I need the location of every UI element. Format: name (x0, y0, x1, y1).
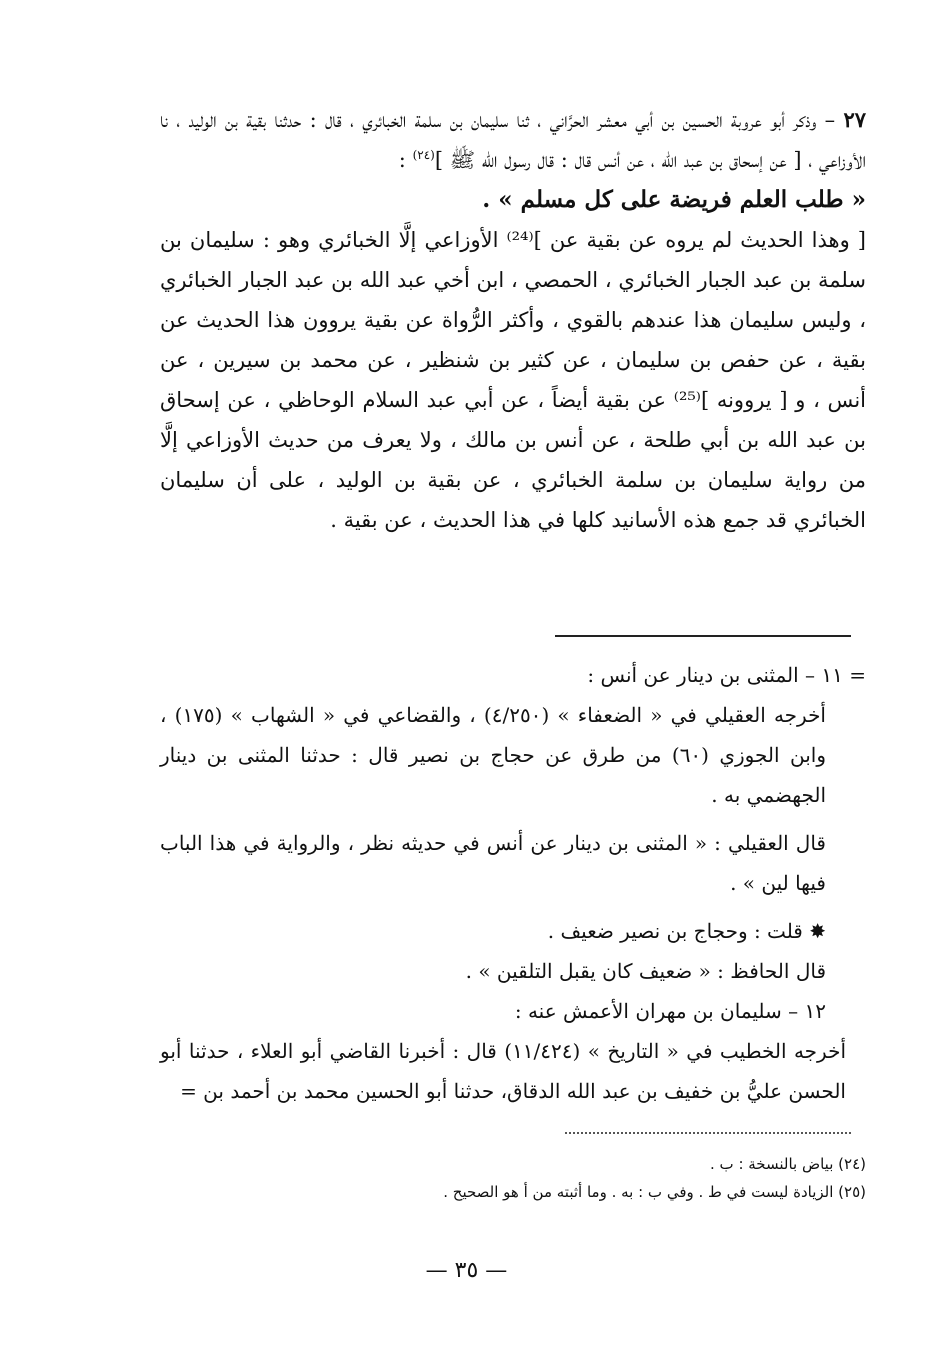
para2-line: من حديث الأوزاعي إلَّا من رواية سليمان بن سلمة الخبائري ، عن بقية بن الوليد ، (160, 428, 866, 492)
para2-line: سيرين ، عن أنس ، و [ يروونه ]⁽²⁵⁾ عن بقية أيضاً ، عن أبي عبد السلام (160, 348, 866, 412)
note-11-body (160, 695, 866, 815)
hafiz-line: قال الحافظ : « ضعيف كان يقبل التلقين » . (465, 959, 826, 983)
aqili-quote (160, 823, 866, 903)
footnote-ref-24: (٢٤) (412, 148, 435, 162)
qult-text: قلت : وحجاج بن نصير ضعيف . (547, 919, 803, 943)
para27-line3: عن أنس قال : قال رسول الله ﷺ ] (434, 148, 645, 172)
paragraph-27 (160, 100, 866, 180)
qult-line (160, 911, 866, 951)
section-divider (555, 635, 851, 637)
footnotes (300, 1150, 866, 1206)
para2-line: على أن سليمان الخبائري قد جمع هذه الأسانيد كلها في هذا الحديث ، عن بقية . (160, 468, 866, 532)
page-number: — ٣٥ — (425, 1258, 508, 1283)
star-icon: ✸ (809, 919, 826, 943)
hadith-number: ٢٧ (843, 107, 866, 132)
footnote-25: (٢٥) الزيادة ليست في ط . وفي ب : به . وما أثبته من أ هو الصحيح . (443, 1183, 866, 1201)
note-11-line: الجهضمي به . (711, 783, 826, 807)
note-11-line: أخرجه العقيلي في « الضعفاء » (٤/٢٥٠) ، والقضاعي في « الشهاب » (١٧٥) ، (160, 703, 826, 727)
note-12-heading: ١٢ – سليمان بن مهران الأعمش عنه : (514, 999, 826, 1023)
aqili-line: قال العقيلي : « المثنى بن دينار عن أنس في حديثه نظر ، والرواية في هذا الباب (160, 831, 826, 855)
para27-line2: الخبائري ، قال : حدثنا بقية بن الوليد ، نا الأوزاعي ، [ عن إسحاق بن عبد الله ، (160, 108, 866, 172)
paragraph-2 (160, 220, 866, 540)
footnote-separator (565, 1132, 851, 1134)
para2-line: الخبائري ، وليس سليمان هذا عندهم بالقوي ، وأكثر الرُّواة عن بقية يروون هذا (160, 268, 867, 332)
footnote-24: (٢٤) بياض بالنسخة : ب . (710, 1155, 866, 1173)
note-11-line: وابن الجوزي (٦٠) من طرق عن حجاج بن نصير قال : حدثنا المثنى بن دينار (160, 743, 826, 767)
para2-line: سليمان بن سلمة بن عبد الجبار الخبائري ، الحمصي ، ابن أخي عبد الله بن عبد الجبار (160, 228, 866, 292)
note-12-line: أبو الحسن عليُّ بن خفيف بن عبد الله الدقاق، حدثنا أبو الحسين محمد بن أحمد بن = (160, 1039, 846, 1103)
notes-section (160, 655, 866, 1111)
note-12-body (160, 1031, 866, 1111)
note-12-line: أخرجه الخطيب في « التاريخ » (١١/٤٢٤) قال : أخبرنا القاضي أبو العلاء ، حدثنا (188, 1039, 847, 1063)
para2-line: [ وهذا الحديث لم يروه عن بقية عن ]⁽²⁴⁾ الأوزاعي إلَّا الخبائري وهو : (262, 228, 866, 252)
aqili-line: فيها لين » . (730, 871, 826, 895)
para27-line3-end: : (398, 148, 413, 172)
para2-line: الحديث عن بقية ، عن حفص بن سليمان ، عن كثير بن شنظير ، عن محمد بن (160, 308, 866, 372)
note-11-heading: = ١١ – المثنى بن دينار عن أنس : (587, 663, 866, 687)
hadith-text: « طلب العلم فريضة على كل مسلم » . (482, 186, 866, 213)
para2-line: الوحاظي ، عن إسحاق بن عبد الله بن أبي طلحة ، عن أنس بن مالك ، ولا يعرف (160, 388, 866, 452)
para27-line1: – وذكر أبو عروبة الحسين بن أبي معشر الحرَّاني ، ثنا سليمان بن سلمة (414, 108, 844, 132)
main-text (160, 100, 866, 540)
